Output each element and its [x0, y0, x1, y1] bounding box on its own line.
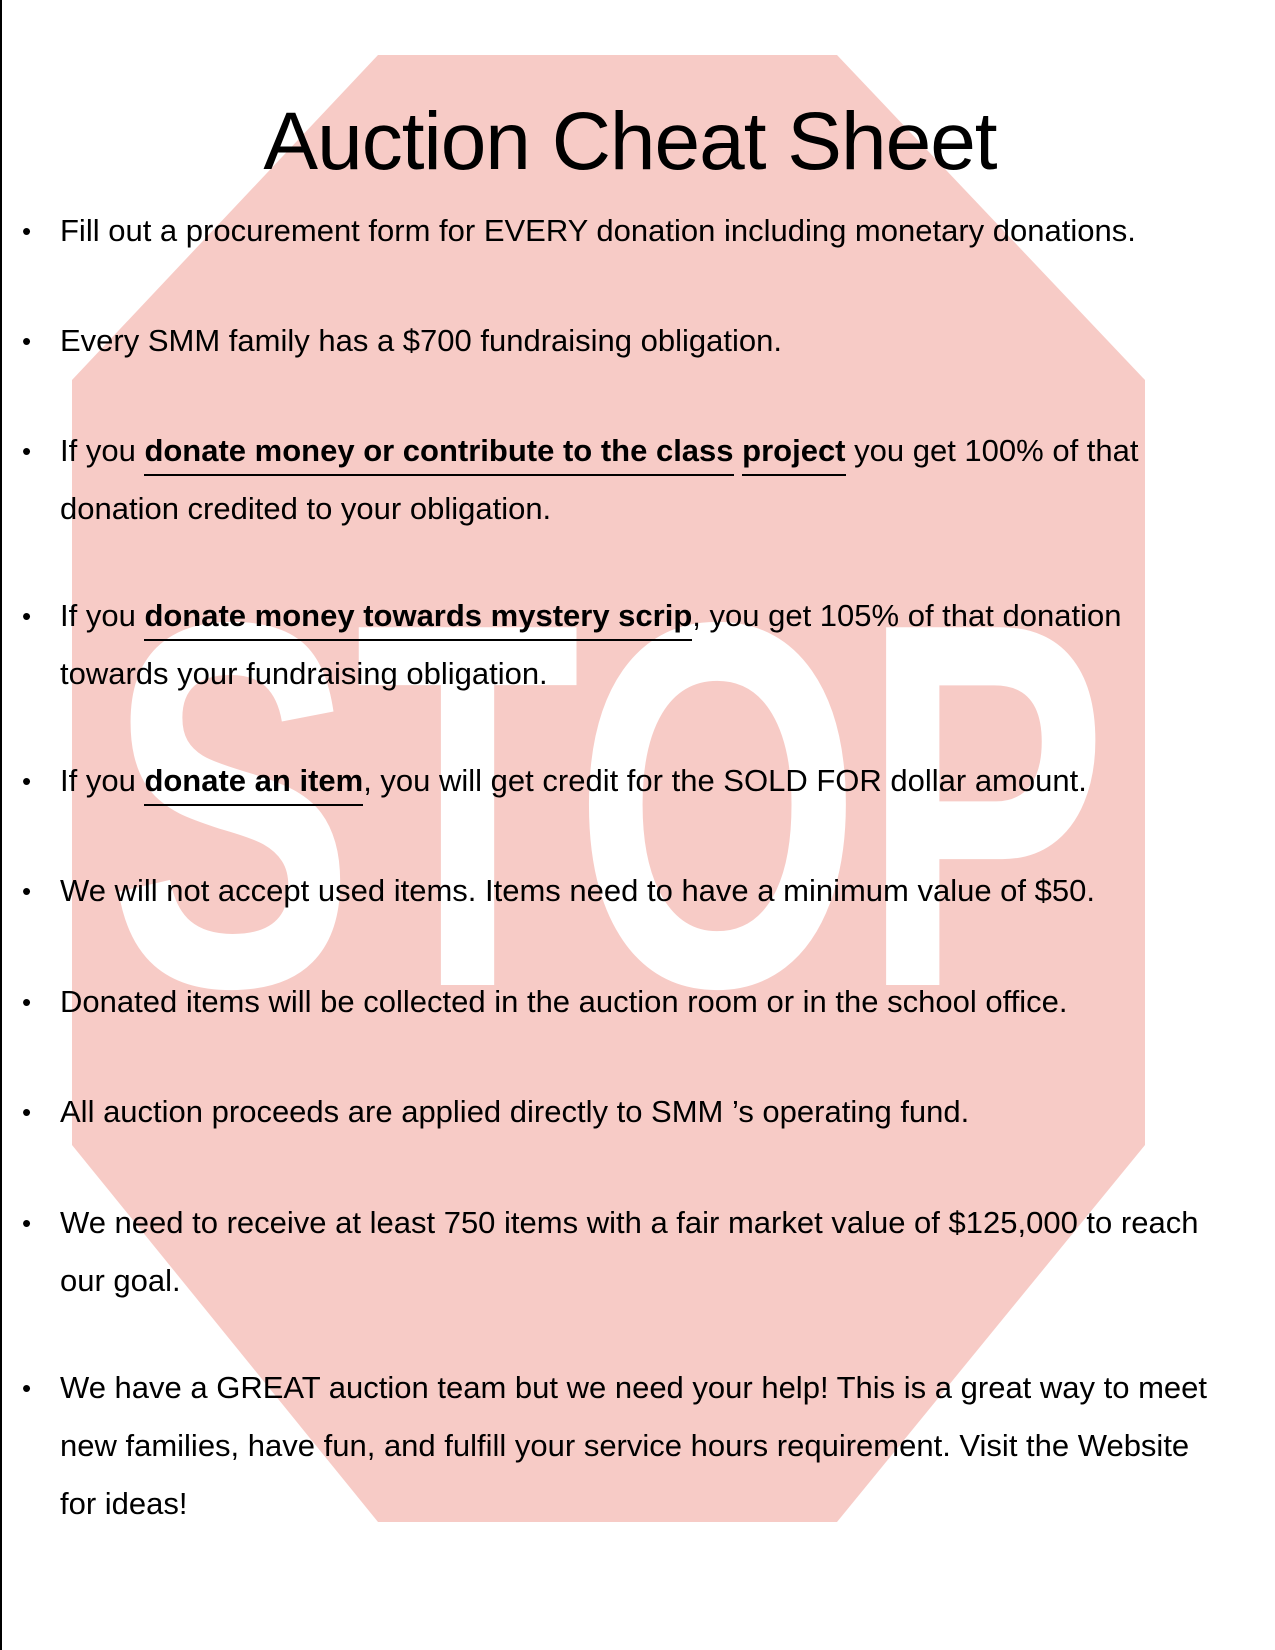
list-item-text: [60, 422, 1220, 538]
underlined-emphasis: project: [742, 433, 845, 476]
list-item-text: Every SMM family has a $700 fundraising obligation.: [60, 323, 782, 358]
bullet-icon: •: [22, 326, 32, 356]
list-item-text: Fill out a procurement form for EVERY donation including monetary donations.: [60, 213, 1136, 248]
bullet-icon: •: [22, 876, 32, 906]
bullet-icon: •: [22, 766, 32, 796]
list-item-text: We will not accept used items. Items need to have a minimum value of $50.: [60, 873, 1095, 908]
bullet-icon: •: [22, 601, 32, 631]
page-title: Auction Cheat Sheet: [263, 96, 997, 187]
bullet-icon: •: [22, 216, 32, 246]
text-run: you get 100% of that donation credited to your obligation.: [60, 433, 1139, 526]
bullet-icon: •: [22, 1097, 32, 1127]
bullet-icon: •: [22, 987, 32, 1017]
list-item-text: [60, 752, 1220, 810]
list-item-text: We have a GREAT auction team but we need your help! This is a great way to meet new families, have fun, and fulfill your service hours requirement. Visit the Website for ideas!: [60, 1370, 1208, 1521]
text-run: If you: [60, 433, 145, 468]
text-run: [734, 433, 743, 468]
text-run: , you get 105% of that donation towards your fundraising obligation.: [60, 598, 1122, 691]
bullet-icon: •: [22, 1373, 32, 1403]
list-item-text: All auction proceeds are applied directly to SMM ’s operating fund.: [60, 1094, 970, 1129]
bullet-icon: •: [22, 436, 32, 466]
list-item-text: We need to receive at least 750 items with a fair market value of $125,000 to reach our goal.: [60, 1205, 1199, 1298]
text-run: If you: [60, 598, 145, 633]
underlined-emphasis: donate money or contribute to the class: [144, 433, 733, 476]
stop-sign-text: STOP: [108, 515, 1108, 1096]
list-item-text: Donated items will be collected in the auction room or in the school office.: [60, 984, 1068, 1019]
underlined-emphasis: donate an item: [144, 763, 363, 806]
underlined-emphasis: donate money towards mystery scrip: [144, 598, 692, 641]
text-run: If you: [60, 763, 145, 798]
text-run: , you will get credit for the SOLD FOR dollar amount.: [363, 763, 1087, 798]
bullet-icon: •: [22, 1208, 32, 1238]
list-item-text: [60, 587, 1220, 703]
